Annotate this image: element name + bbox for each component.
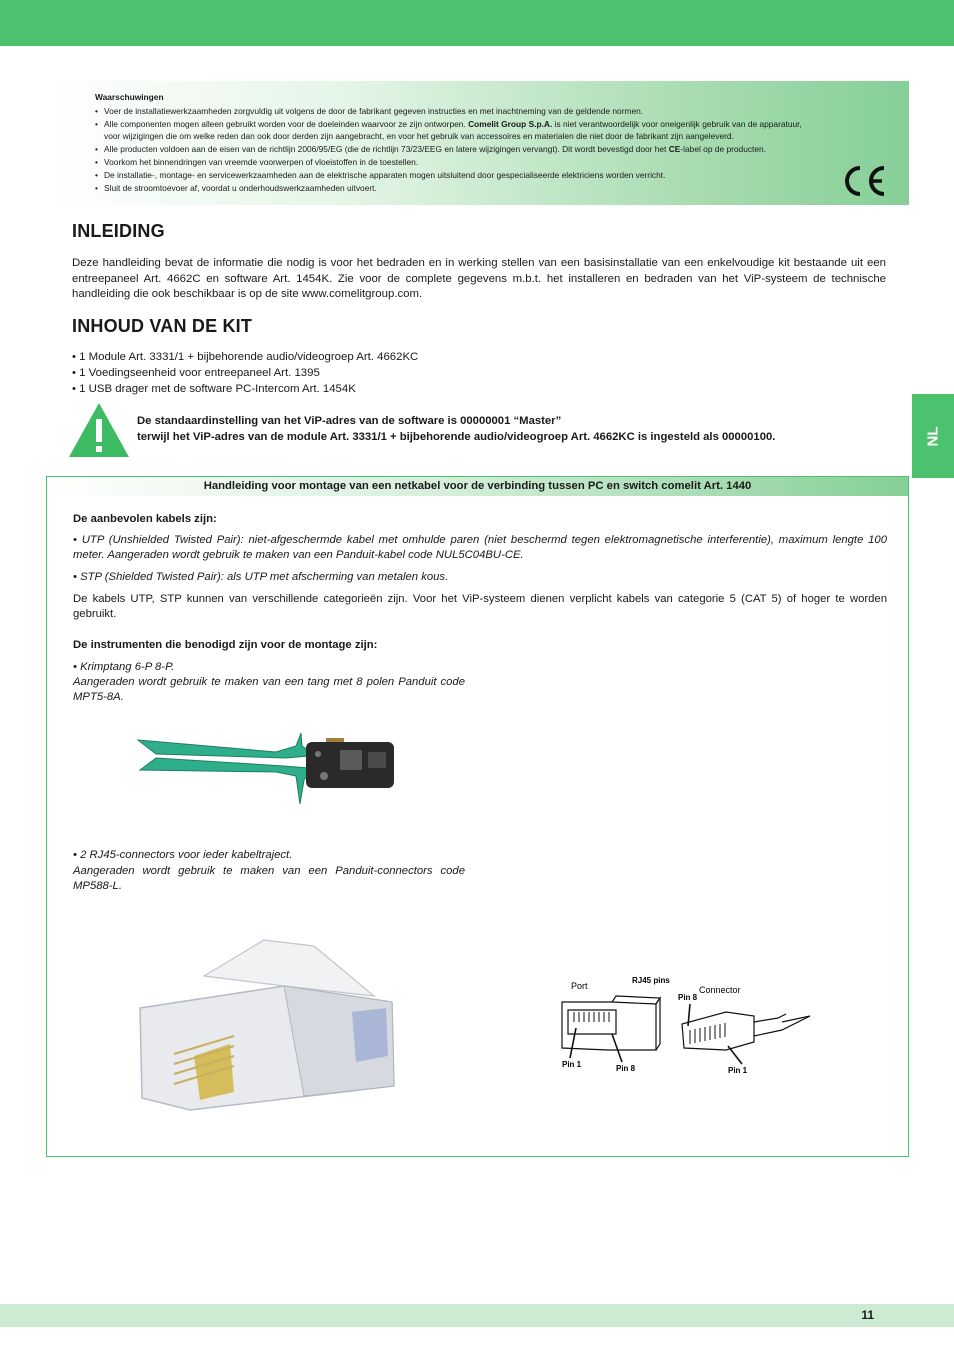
- top-color-bar: [0, 0, 954, 46]
- warning-text: Alle componenten mogen alleen gebruikt worden voor de doeleinden waarvoor ze zijn ontworpen.: [104, 118, 469, 129]
- kit-title: INHOUD VAN DE KIT: [72, 316, 253, 336]
- warning-item: [95, 143, 815, 156]
- kit-list: [72, 350, 418, 397]
- warning-item: [95, 182, 815, 195]
- tool-connectors: • 2 RJ45-connectors voor ieder kabeltraject.: [73, 849, 293, 861]
- warnings-list: [95, 105, 909, 195]
- rj45-pin-diagram: [556, 972, 818, 1080]
- diagram-connector-label: Connector: [699, 985, 741, 995]
- language-tab: [912, 394, 954, 478]
- warning-text: Alle producten voldoen aan de eisen van de richtlijn 2006/95/EG (die de richtlijn 73/23/EEG en latere wijzigingen vervangt). Dit wordt bevestigd door het: [104, 144, 669, 155]
- warning-text: is niet verantwoordelijk voor oneigenlijk gebruik van de apparatuur, voor wijzigingen die om welke reden dan ook door derden zijn aangebracht, en voor het gebruik van accessoires en materialen die niet door de fabrikant zijn aangeleverd.: [104, 118, 802, 142]
- diagram-pin1-right: Pin 1: [728, 1066, 748, 1075]
- alert-line: terwijl het ViP-adres van de module Art. 3331/1 + bijbehorende audio/videogroep Art. 4662KC is ingesteld als 00000100.: [137, 430, 776, 443]
- list-item: • 1 USB drager met de software PC-Intercom Art. 1454K: [72, 382, 356, 395]
- list-item: • 1 Voedingseenheid voor entreepaneel Art. 1395: [72, 366, 320, 379]
- cables-title: De aanbevolen kabels zijn:: [73, 513, 217, 525]
- diagram-pin1-left: Pin 1: [562, 1060, 582, 1069]
- utp-description: • UTP (Unshielded Twisted Pair): niet-afgeschermde kabel met omhulde paren (niet beschermd tegen elektromagnetische interferentie), maximum lengte 100 meter. Aangeraden wordt gebruik te maken van een Panduit-kabel code NUL5C04BU-CE.: [73, 534, 887, 562]
- crimping-tool-image: [136, 728, 396, 814]
- alert-note: [137, 414, 775, 445]
- warning-text: Sluit de stroomtoevoer af, voordat u onderhoudswerkzaamheden uitvoert.: [104, 182, 377, 193]
- manual-header: Handleiding voor montage van een netkabel voor de verbinding tussen PC en switch comelit Art. 1440: [47, 477, 908, 496]
- tool-crimper: • Krimptang 6-P 8-P.: [73, 661, 175, 673]
- warning-item: [95, 156, 815, 169]
- inleiding-title: INLEIDING: [72, 221, 165, 241]
- warnings-title: Waarschuwingen: [95, 92, 164, 102]
- warning-item: [95, 105, 815, 118]
- warning-item: [95, 118, 815, 144]
- diagram-port-label: Port: [571, 981, 588, 991]
- cable-categories: De kabels UTP, STP kunnen van verschillende categorieën zijn. Voor het ViP-systeem dienen verplicht kabels van categorie 5 (CAT 5) of hoger te worden gebruikt.: [73, 593, 887, 621]
- warning-item: [95, 169, 815, 182]
- company-name: Comelit Group S.p.A.: [468, 118, 553, 129]
- alert-line: De standaardinstelling van het ViP-adres van de software is 00000001 “Master”: [137, 415, 562, 427]
- tools-title: De instrumenten die benodigd zijn voor de montage zijn:: [73, 639, 378, 651]
- language-label: NL: [924, 426, 942, 446]
- ce-label-text: CE: [668, 144, 681, 155]
- warnings-box: [46, 81, 909, 205]
- warning-text: Voorkom het binnendringen van vreemde voorwerpen of vloeistoffen in de toestellen.: [104, 156, 419, 167]
- page-number: 11: [861, 1308, 874, 1322]
- ce-mark-icon: [838, 164, 888, 198]
- bottom-color-bar: [0, 1304, 954, 1327]
- diagram-pin8-bottom: Pin 8: [616, 1064, 636, 1073]
- tool-connectors-desc: Aangeraden wordt gebruik te maken van een Panduit-connectors code MP588-L.: [73, 865, 465, 893]
- warning-text: De installatie-, montage- en servicewerkzaamheden aan de elektrische apparaten mogen uitsluitend door gespecialiseerde elektriciens worden verricht.: [104, 169, 666, 180]
- rj45-connector-image: [134, 936, 398, 1112]
- inleiding-body: Deze handleiding bevat de informatie die nodig is voor het bedraden en in werking stellen van een basisinstallatie van een enkelvoudige kit bestaande uit een entreepaneel Art. 4662C en software Art. 1454K. Zie voor de complete gegevens m.b.t. het installeren en bedraden van het ViP-systeem de technische handleiding die ook beschikbaar is op de site www.comelitgroup.com.: [72, 257, 886, 301]
- diagram-rj45-pins: RJ45 pins: [632, 976, 670, 985]
- diagram-pin8-top: Pin 8: [678, 993, 698, 1002]
- warning-text: Voer de installatiewerkzaamheden zorgvuldig uit volgens de door de fabrikant gegeven instructies en met inachtneming van de geldende normen.: [104, 105, 644, 116]
- warning-triangle-icon: [68, 402, 130, 458]
- stp-description: • STP (Shielded Twisted Pair): als UTP met afscherming van metalen kous.: [73, 571, 449, 583]
- list-item: • 1 Module Art. 3331/1 + bijbehorende audio/videogroep Art. 4662KC: [72, 351, 419, 363]
- tool-crimper-desc: Aangeraden wordt gebruik te maken van een tang met 8 polen Panduit code MPT5-8A.: [73, 676, 465, 704]
- warning-text: -label op de producten.: [680, 144, 767, 155]
